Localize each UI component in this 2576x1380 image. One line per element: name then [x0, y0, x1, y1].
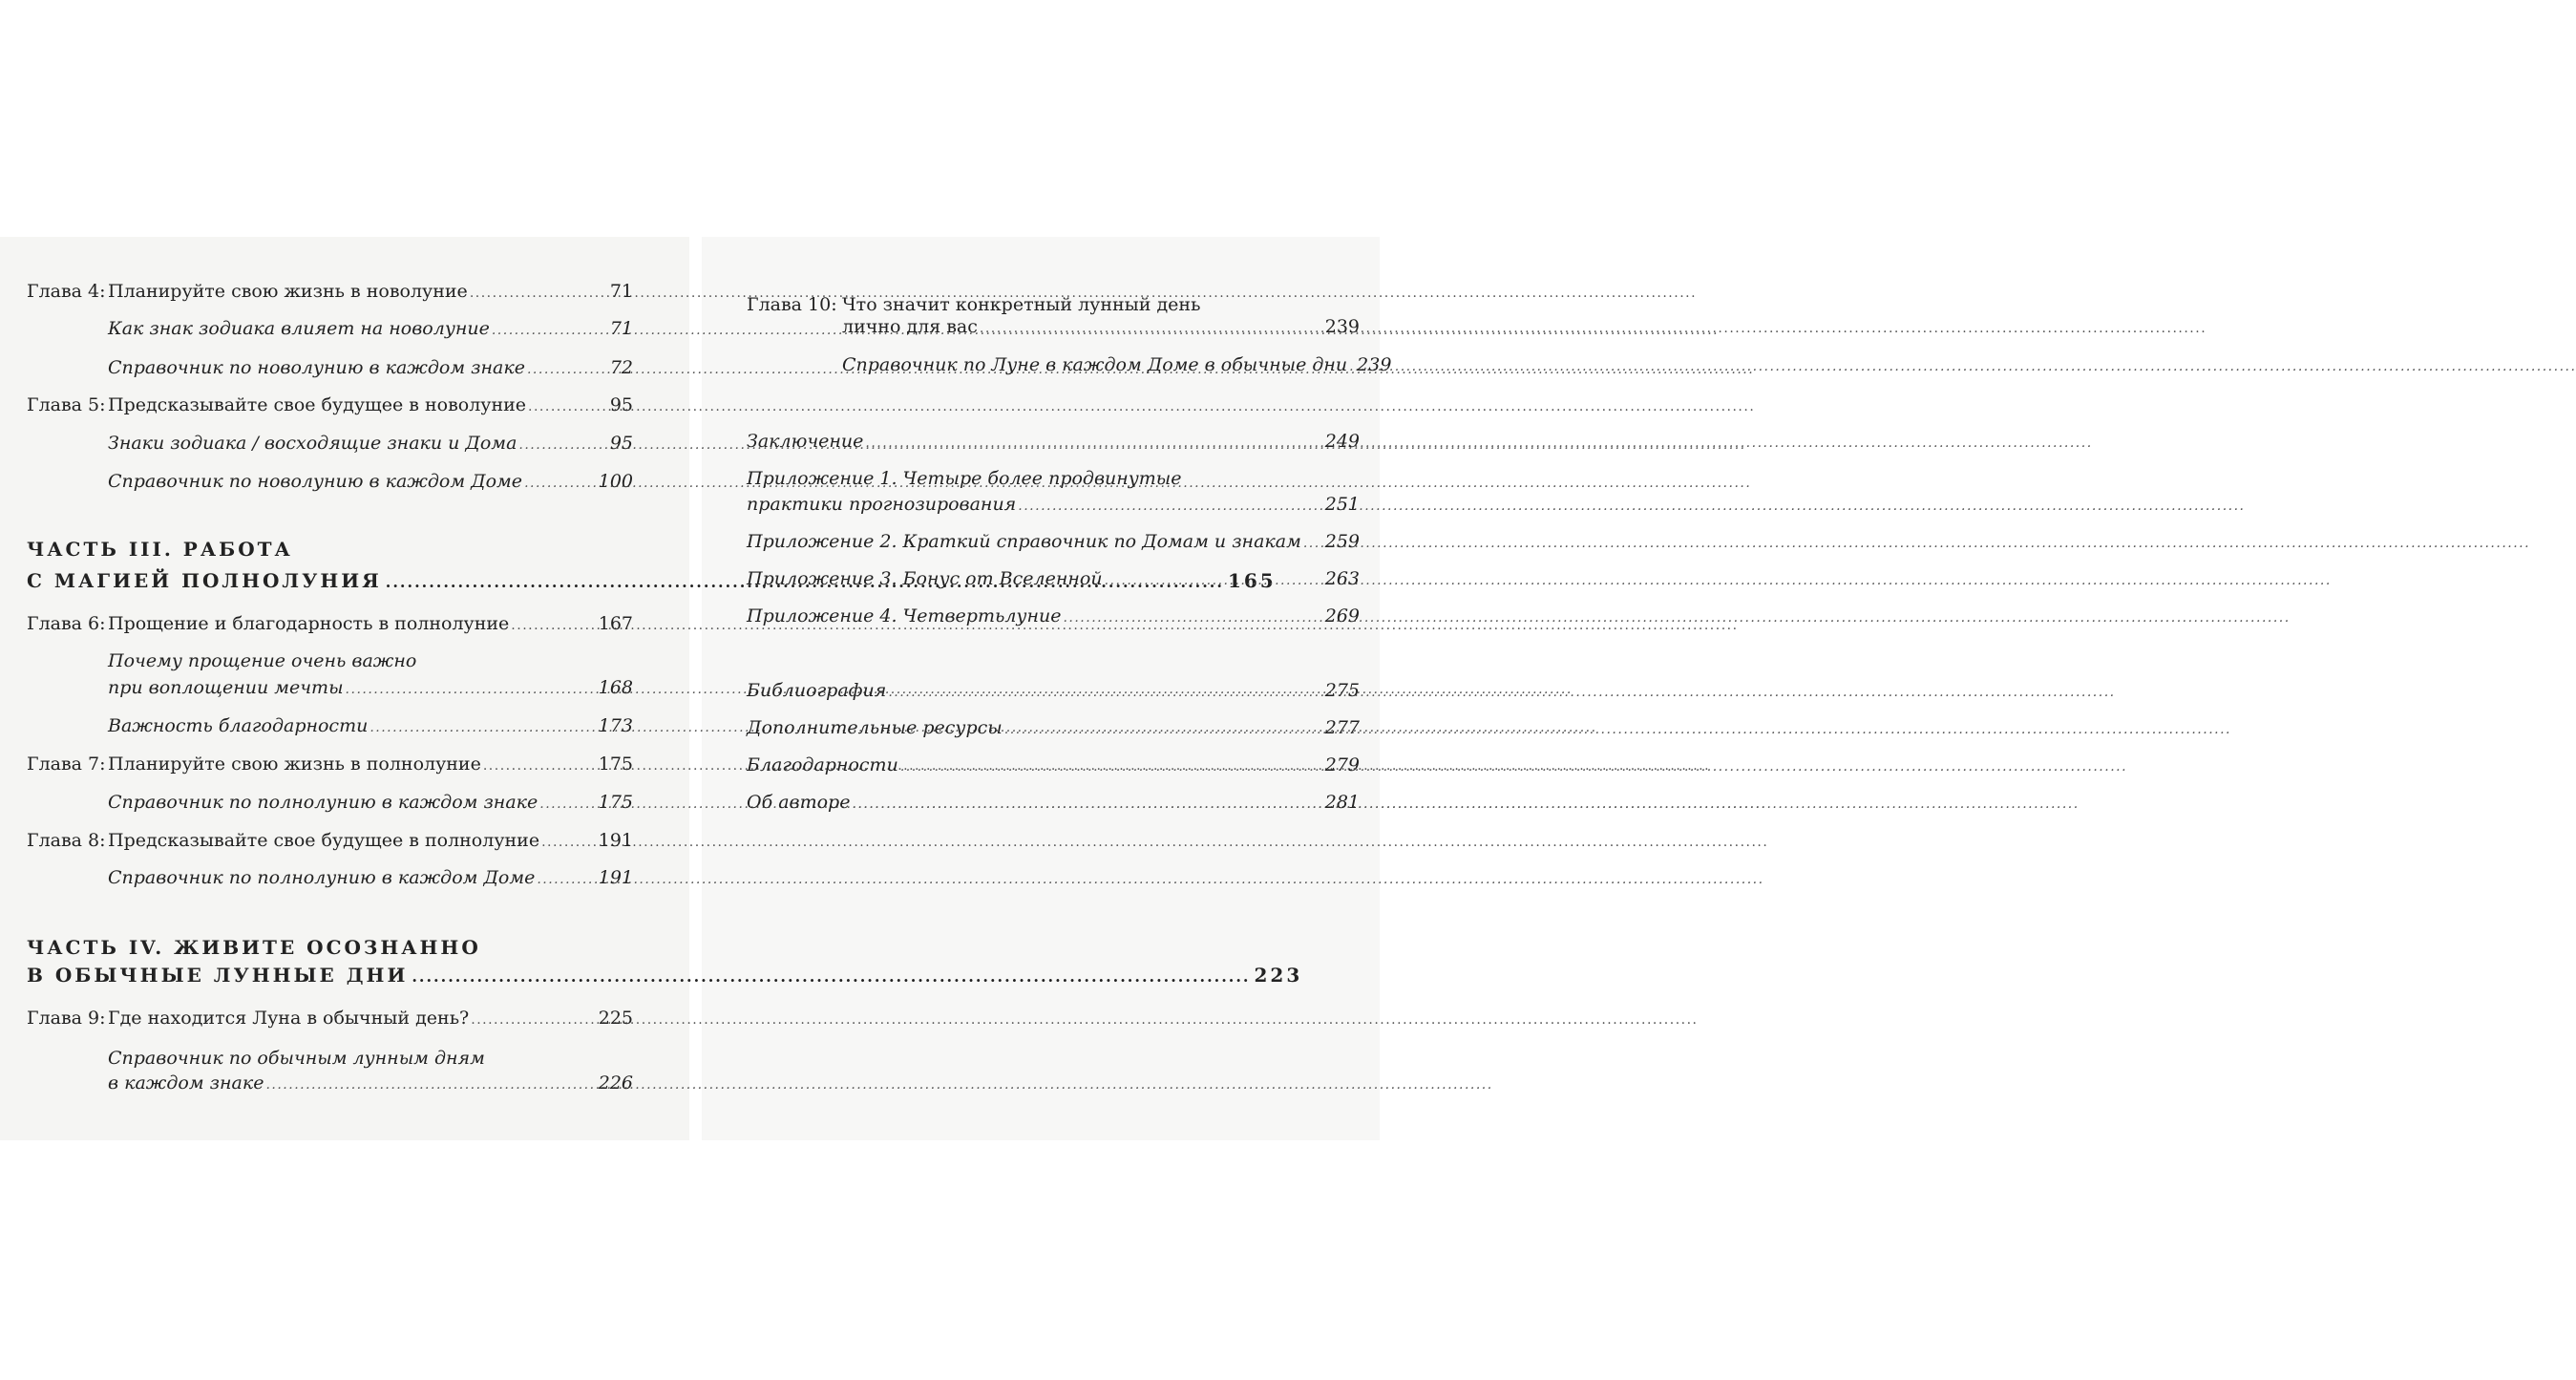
entry-title: Дополнительные ресурсы — [747, 717, 1003, 738]
page-number: 71 — [609, 281, 633, 302]
dot-leader — [470, 281, 608, 304]
toc-entry-sub[interactable] — [108, 677, 633, 700]
toc-entry-chapter-8[interactable] — [108, 830, 633, 853]
toc-entry-sub[interactable] — [108, 715, 633, 738]
entry-title: Как знак зодиака влияет на новолуние — [108, 318, 490, 339]
dot-leader — [1303, 531, 1323, 554]
part-heading-line2: С МАГИЕЙ ПОЛНОЛУНИЯ — [27, 569, 382, 592]
dot-leader — [265, 1072, 596, 1095]
toc-entry-chapter-6[interactable] — [108, 613, 633, 636]
dot-leader — [370, 715, 596, 738]
page-number: 239 — [1324, 316, 1360, 337]
dot-leader — [1105, 568, 1323, 591]
dot-leader — [1004, 717, 1323, 740]
dot-leader — [528, 394, 608, 417]
page-number: 251 — [1324, 494, 1360, 515]
entry-title: Знаки зодиака / восходящие знаки и Дома — [108, 433, 517, 454]
dot-leader — [518, 433, 607, 456]
chapter-label: Глава 10: — [747, 294, 837, 315]
chapter-label: Глава 7: — [27, 754, 106, 775]
entry-title-line1: Справочник по обычным лунным дням — [108, 1048, 485, 1069]
dot-leader — [527, 357, 608, 380]
page-number: 223 — [1254, 964, 1303, 987]
page-number: 279 — [1324, 754, 1360, 775]
toc-entry-sub[interactable] — [108, 471, 633, 494]
chapter-label: Глава 8: — [27, 830, 106, 851]
toc-entry-sub[interactable] — [842, 354, 1392, 377]
dot-leader — [492, 318, 608, 341]
dot-leader — [1018, 494, 1322, 517]
page-number: 100 — [598, 471, 633, 492]
page-number: 95 — [609, 394, 633, 415]
dot-leader — [865, 431, 1322, 454]
toc-entry-bibliography[interactable] — [747, 680, 1360, 703]
entry-title-line1: Почему прощение очень важно — [108, 650, 417, 671]
entry-title: Приложение 3. Бонус от Вселенной — [747, 568, 1103, 589]
dot-leader — [524, 471, 597, 494]
page-number: 168 — [598, 677, 633, 698]
entry-title-line1: Приложение 1. Четыре более продвинутые — [747, 468, 1182, 489]
toc-entry-about-author[interactable] — [747, 792, 1360, 815]
page-number: 277 — [1324, 717, 1360, 738]
toc-entry-chapter-10[interactable] — [842, 316, 1360, 339]
toc-entry-sub[interactable] — [108, 867, 633, 890]
entry-title: Справочник по новолунию в каждом знаке — [108, 357, 525, 378]
entry-title: Заключение — [747, 431, 864, 452]
entry-title: Справочник по Луне в каждом Доме в обычные дни — [842, 354, 1348, 375]
entry-title: Справочник по новолунию в каждом Доме — [108, 471, 523, 492]
toc-entry-sub[interactable] — [108, 1072, 633, 1095]
page-number: 72 — [609, 357, 633, 378]
page-number: 167 — [598, 613, 633, 634]
part-heading: ЧАСТЬ III. РАБОТА — [27, 538, 293, 561]
toc-entry-sub[interactable] — [108, 792, 633, 815]
toc-entry-appendix-1[interactable] — [747, 494, 1360, 517]
chapter-label: Глава 6: — [27, 613, 106, 634]
entry-title: Предсказывайте свое будущее в новолуние — [108, 394, 527, 415]
toc-entry-sub[interactable] — [108, 433, 633, 456]
dot-leader — [471, 1008, 596, 1030]
entry-title: Справочник по полнолунию в каждом Доме — [108, 867, 536, 888]
toc-entry-sub[interactable] — [108, 318, 633, 341]
page-number: 175 — [598, 792, 633, 813]
chapter-label: Глава 4: — [27, 281, 106, 302]
page-number: 275 — [1324, 680, 1360, 701]
page-number: 71 — [609, 318, 633, 339]
page-number: 239 — [1357, 354, 1392, 375]
entry-title: Важность благодарности — [108, 715, 369, 736]
page-number: 191 — [598, 867, 633, 888]
dot-leader — [537, 867, 596, 890]
toc-entry-sub[interactable] — [108, 357, 633, 380]
dot-leader — [346, 677, 597, 700]
entry-title: Планируйте свою жизнь в новолуние — [108, 281, 468, 302]
entry-title: Об авторе — [747, 792, 851, 813]
dot-leader — [1063, 605, 1322, 628]
entry-title: Библиография — [747, 680, 887, 701]
toc-entry-resources[interactable] — [747, 717, 1360, 740]
toc-entry-chapter-4[interactable] — [108, 281, 633, 304]
page-number: 191 — [598, 830, 633, 851]
page-number: 175 — [598, 754, 633, 775]
entry-title: Справочник по полнолунию в каждом знаке — [108, 792, 538, 813]
dot-leader — [541, 830, 597, 853]
dot-leader — [852, 792, 1322, 815]
page-number: 249 — [1324, 431, 1360, 452]
entry-title: Приложение 2. Краткий справочник по Домам и знакам — [747, 531, 1301, 552]
page-number: 165 — [1227, 569, 1277, 592]
toc-entry-chapter-9[interactable] — [108, 1008, 633, 1030]
page-number: 226 — [598, 1072, 633, 1093]
page-number: 225 — [598, 1008, 633, 1029]
dot-leader — [483, 754, 597, 776]
entry-title-line2: при воплощении мечты — [108, 677, 344, 698]
dot-leader — [888, 680, 1322, 703]
page-number: 263 — [1324, 568, 1360, 589]
entry-title: Приложение 4. Четвертьлуние — [747, 605, 1062, 626]
entry-title: Благодарности — [747, 754, 898, 775]
entry-title: Планируйте свою жизнь в полнолуние — [108, 754, 481, 775]
page-number: 281 — [1324, 792, 1360, 813]
dot-leader — [980, 316, 1323, 339]
toc-entry-part-4[interactable] — [27, 964, 1303, 988]
toc-entry-appendix-3[interactable] — [747, 568, 1360, 591]
page-number: 173 — [598, 715, 633, 736]
toc-entry-appendix-4[interactable] — [747, 605, 1360, 628]
chapter-label: Глава 9: — [27, 1008, 106, 1029]
part-heading: ЧАСТЬ IV. ЖИВИТЕ ОСОЗНАННО — [27, 936, 481, 959]
entry-title-line2: практики прогнозирования — [747, 494, 1017, 515]
dot-leader — [511, 613, 596, 636]
dot-leader — [539, 792, 596, 815]
toc-entry-chapter-7[interactable] — [108, 754, 633, 776]
page-number: 259 — [1324, 531, 1360, 552]
toc-entry-chapter-5[interactable] — [108, 394, 633, 417]
entry-title-line2: лично для вас — [842, 316, 978, 337]
entry-title: Где находится Луна в обычный день? — [108, 1008, 470, 1029]
dot-leader — [412, 964, 1250, 988]
entry-title: Предсказывайте свое будущее в полнолуние — [108, 830, 540, 851]
dot-leader — [1349, 354, 1355, 377]
chapter-label: Глава 5: — [27, 394, 106, 415]
part-heading-line2: В ОБЫЧНЫЕ ЛУННЫЕ ДНИ — [27, 964, 409, 987]
page-number: 269 — [1324, 605, 1360, 626]
toc-entry-conclusion[interactable] — [747, 431, 1360, 454]
dot-leader — [900, 754, 1323, 777]
toc-entry-appendix-2[interactable] — [747, 531, 1360, 554]
entry-title: Прощение и благодарность в полнолуние — [108, 613, 510, 634]
page-number: 95 — [609, 433, 633, 454]
entry-title-line1: Что значит конкретный лунный день — [842, 294, 1201, 315]
entry-title-line2: в каждом знаке — [108, 1072, 264, 1093]
toc-entry-acknowledgements[interactable] — [747, 754, 1360, 777]
